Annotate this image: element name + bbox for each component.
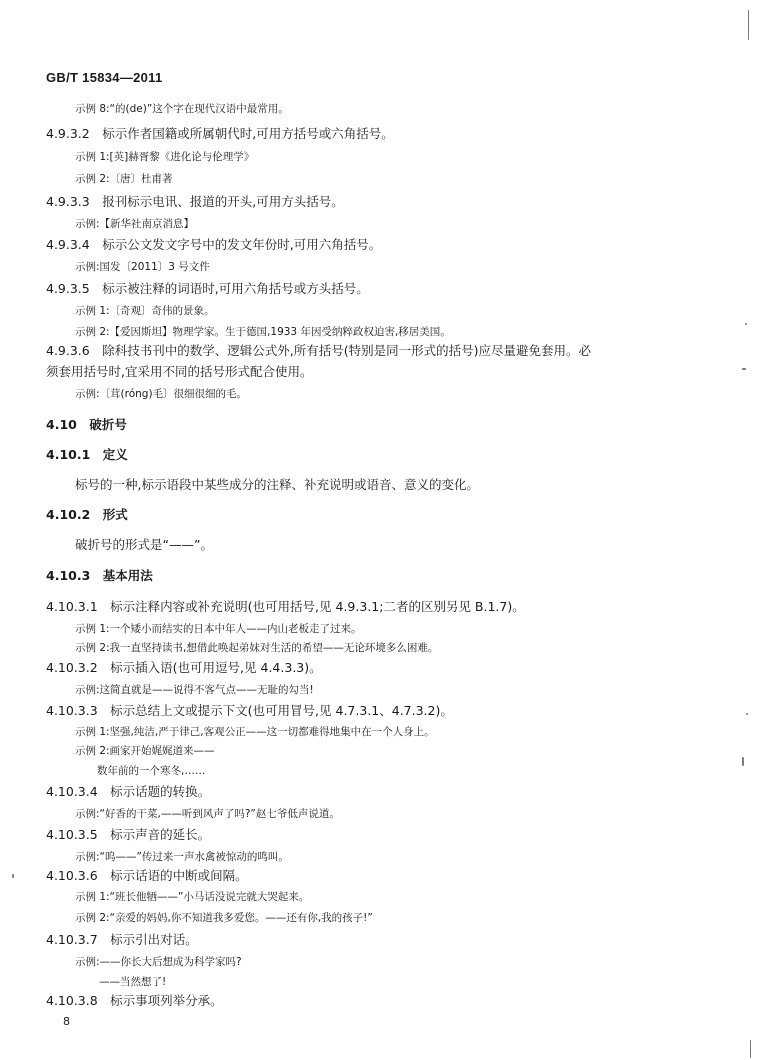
example-line: 示例 1:“班长他牺——”小马话没说完就大哭起来。: [75, 891, 310, 903]
example-line: 示例 1:坚强,纯洁,严于律己,客观公正——这一切都难得地集中在一个人身上。: [75, 726, 435, 738]
scan-artifact: [745, 323, 747, 325]
scan-artifact: [750, 1040, 751, 1058]
definition-text: 标号的一种,标示语段中某些成分的注释、补充说明或语音、意义的变化。: [75, 477, 479, 492]
scan-artifact: [12, 874, 14, 878]
clause-4-9-3-4: 4.9.3.4 标示公文发文字号中的发文年份时,可用六角括号。: [46, 237, 382, 252]
clause-4-10-3-3: 4.10.3.3 标示总结上文或提示下文(也可用冒号,见 4.7.3.1、4.7.3.2)。: [46, 703, 453, 718]
example-line: 示例 2:“亲爱的妈妈,你不知道我多爱您。——还有你,我的孩子!”: [75, 912, 373, 924]
example-line: 示例 2:〔唐〕杜甫著: [75, 173, 173, 185]
standard-code-header: GB/T 15834—2011: [46, 70, 163, 85]
example-line: 示例:——你长大后想成为科学家吗?: [75, 956, 242, 968]
clause-continuation: 须套用括号时,宜采用不同的括号形式配合使用。: [46, 364, 313, 379]
example-line: 示例 2:【爱因斯坦】物理学家。生于德国,1933 年因受纳粹政权迫害,移居美国。: [75, 326, 451, 338]
example-line: 示例 1:一个矮小而结实的日本中年人——内山老板走了过来。: [75, 623, 362, 635]
form-text: 破折号的形式是“——”。: [75, 537, 213, 552]
example-line: 示例 8:“的(de)”这个字在现代汉语中最常用。: [75, 103, 289, 115]
clause-4-9-3-6: 4.9.3.6 除科技书刊中的数学、逻辑公式外,所有括号(特别是同一形式的括号)应尽量避免套用。必: [46, 343, 591, 358]
clause-4-10-3-8: 4.10.3.8 标示事项列举分承。: [46, 993, 223, 1008]
scan-artifact: [742, 368, 746, 370]
subsection-heading-4-10-2: 4.10.2 形式: [46, 507, 128, 522]
clause-4-10-3-2: 4.10.3.2 标示插入语(也可用逗号,见 4.4.3.3)。: [46, 660, 322, 675]
clause-4-10-3-1: 4.10.3.1 标示注释内容或补充说明(也可用括号,见 4.9.3.1;二者的区别另见 B.1.7)。: [46, 599, 525, 614]
clause-4-10-3-7: 4.10.3.7 标示引出对话。: [46, 932, 198, 947]
example-line: 示例 2:我一直坚持读书,想借此唤起弟妹对生活的希望——无论环境多么困难。: [75, 642, 439, 654]
subsection-heading-4-10-3: 4.10.3 基本用法: [46, 568, 153, 583]
clause-4-9-3-3: 4.9.3.3 报刊标示电讯、报道的开头,可用方头括号。: [46, 194, 344, 209]
clause-4-10-3-4: 4.10.3.4 标示话题的转换。: [46, 784, 211, 799]
example-continuation: ——当然想了!: [99, 976, 167, 988]
page-number: 8: [63, 1015, 70, 1028]
scan-artifact: [746, 713, 748, 715]
clause-4-9-3-5: 4.9.3.5 标示被注释的词语时,可用六角括号或方头括号。: [46, 281, 369, 296]
section-heading-4-10: 4.10 破折号: [46, 417, 127, 432]
clause-4-10-3-5: 4.10.3.5 标示声音的延长。: [46, 827, 211, 842]
clause-4-9-3-2: 4.9.3.2 标示作者国籍或所属朝代时,可用方括号或六角括号。: [46, 126, 394, 141]
example-line: 示例 2:画家开始娓娓道来——: [75, 745, 215, 757]
example-line: 示例:【新华社南京消息】: [75, 218, 195, 230]
example-line: 示例 1:[英]赫胥黎《进化论与伦理学》: [75, 151, 255, 163]
scan-artifact: [748, 10, 749, 40]
example-continuation: 数年前的一个寒冬,……: [97, 765, 206, 777]
example-line: 示例 1:〔奇观〕奇伟的景象。: [75, 305, 215, 317]
example-line: 示例:“好香的干菜,——听到风声了吗?”赵七爷低声说道。: [75, 808, 340, 820]
example-line: 示例:〔茸(róng)毛〕很细很细的毛。: [75, 388, 248, 400]
example-line: 示例:“呜——”传过来一声水禽被惊动的鸣叫。: [75, 851, 289, 863]
subsection-heading-4-10-1: 4.10.1 定义: [46, 447, 128, 462]
example-line: 示例:国发〔2011〕3 号文件: [75, 261, 210, 273]
clause-4-10-3-6: 4.10.3.6 标示话语的中断或间隔。: [46, 868, 248, 883]
example-line: 示例:这简直就是——说得不客气点——无耻的勾当!: [75, 684, 314, 696]
scan-artifact: [742, 757, 744, 766]
